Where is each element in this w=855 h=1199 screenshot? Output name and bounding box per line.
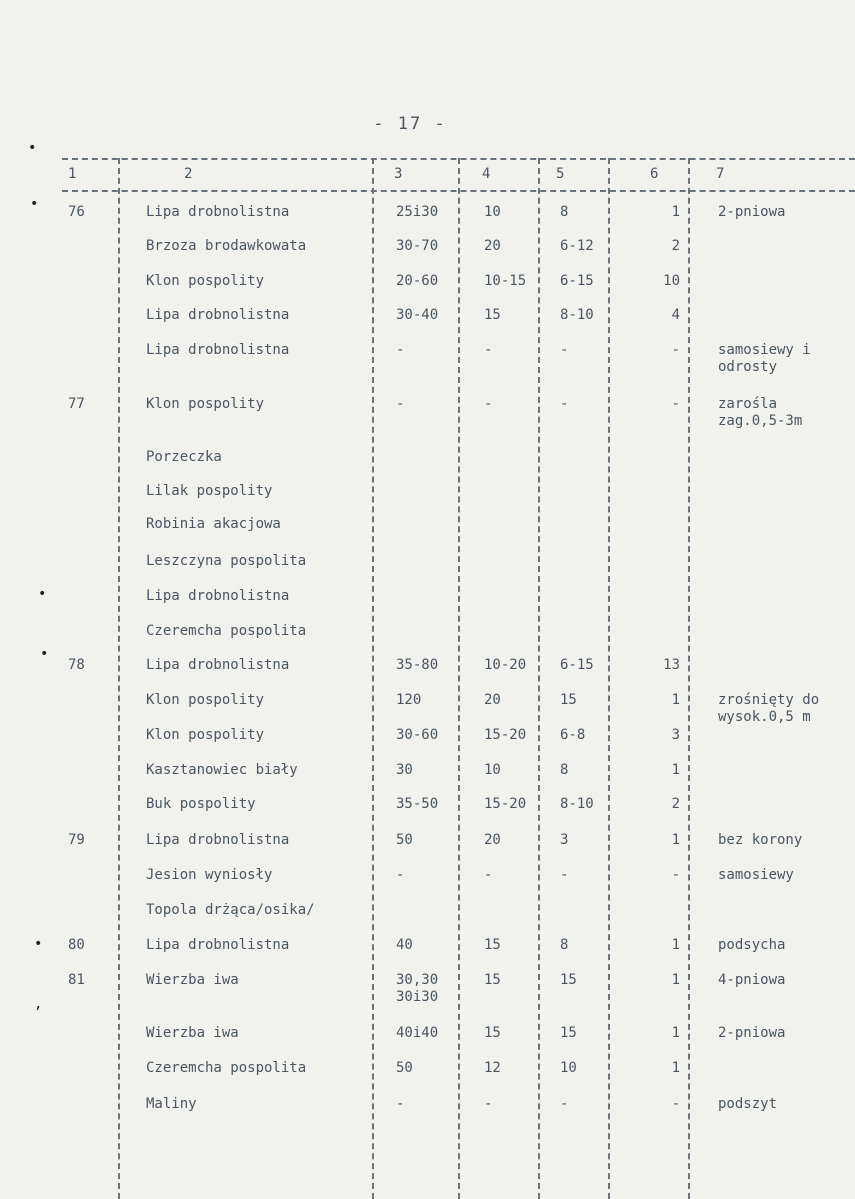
cell-c3: - [396, 1096, 405, 1112]
cell-c1: 81 [68, 972, 85, 988]
column-header-1: 1 [68, 166, 77, 182]
column-header-7: 7 [716, 166, 725, 182]
cell-c3: 30-70 [396, 238, 439, 254]
margin-mark: • [28, 140, 37, 156]
cell-c3: 35-50 [396, 796, 439, 812]
cell-c5: 6-15 [560, 273, 594, 289]
cell-c3: 30 [396, 762, 413, 778]
cell-c1: 79 [68, 832, 85, 848]
cell-c6: 2 [671, 796, 680, 812]
column-divider [458, 158, 460, 1199]
cell-c2: Robinia akacjowa [146, 516, 281, 532]
cell-c5: 8 [560, 937, 569, 953]
column-header-2: 2 [184, 166, 193, 182]
cell-c6: 1 [671, 972, 680, 988]
cell-c2: Lilak pospolity [146, 483, 273, 499]
cell-c4: 15 [484, 937, 501, 953]
cell-c3: 30,30 30i30 [396, 972, 439, 1005]
cell-c2: Czeremcha pospolita [146, 1060, 307, 1076]
cell-c5: 3 [560, 832, 569, 848]
cell-c6: 1 [671, 204, 680, 220]
cell-c1: 77 [68, 396, 85, 412]
cell-c7: samosiewy i odrosty [718, 342, 811, 375]
cell-c7: 2-pniowa [718, 1025, 786, 1041]
cell-c6: 2 [671, 238, 680, 254]
cell-c2: Porzeczka [146, 449, 222, 465]
margin-mark: • [40, 646, 49, 662]
cell-c6: 1 [671, 1060, 680, 1076]
cell-c6: - [671, 396, 680, 412]
cell-c5: 8-10 [560, 307, 594, 323]
cell-c3: 30-60 [396, 727, 439, 743]
cell-c5: - [560, 867, 569, 883]
cell-c4: 10 [484, 204, 501, 220]
cell-c5: 6-12 [560, 238, 594, 254]
cell-c4: - [484, 1096, 493, 1112]
cell-c6: 3 [671, 727, 680, 743]
cell-c2: Klon pospolity [146, 692, 265, 708]
cell-c2: Lipa drobnolistna [146, 307, 290, 323]
cell-c2: Klon pospolity [146, 273, 265, 289]
cell-c6: 1 [671, 832, 680, 848]
cell-c6: 1 [671, 762, 680, 778]
cell-c4: 20 [484, 832, 501, 848]
cell-c4: 10 [484, 762, 501, 778]
cell-c2: Lipa drobnolistna [146, 937, 290, 953]
page-number: - 17 - [373, 114, 447, 134]
cell-c4: 10-20 [484, 657, 527, 673]
cell-c5: 15 [560, 972, 577, 988]
cell-c2: Lipa drobnolistna [146, 204, 290, 220]
cell-c6: 4 [671, 307, 680, 323]
cell-c6: - [671, 1096, 680, 1112]
cell-c4: - [484, 396, 493, 412]
cell-c6: 13 [663, 657, 680, 673]
cell-c7: zrośnięty do wysok.0,5 m [718, 692, 820, 725]
cell-c5: 8 [560, 762, 569, 778]
cell-c7: bez korony [718, 832, 803, 848]
cell-c6: - [671, 342, 680, 358]
cell-c4: 15-20 [484, 796, 527, 812]
column-header-3: 3 [394, 166, 403, 182]
cell-c3: - [396, 342, 405, 358]
cell-c5: 8-10 [560, 796, 594, 812]
cell-c3: - [396, 396, 405, 412]
cell-c4: 15 [484, 972, 501, 988]
cell-c1: 78 [68, 657, 85, 673]
cell-c2: Brzoza brodawkowata [146, 238, 307, 254]
cell-c6: - [671, 867, 680, 883]
cell-c3: - [396, 867, 405, 883]
cell-c5: - [560, 396, 569, 412]
cell-c4: 15 [484, 1025, 501, 1041]
cell-c2: Lipa drobnolistna [146, 588, 290, 604]
margin-mark: • [30, 196, 39, 212]
cell-c2: Lipa drobnolistna [146, 342, 290, 358]
cell-c2: Wierzba iwa [146, 1025, 239, 1041]
cell-c1: 80 [68, 937, 85, 953]
cell-c3: 50 [396, 832, 413, 848]
margin-mark: • [38, 586, 47, 602]
margin-mark: , [34, 996, 43, 1012]
cell-c4: 12 [484, 1060, 501, 1076]
cell-c2: Czeremcha pospolita [146, 623, 307, 639]
cell-c4: 20 [484, 238, 501, 254]
column-header-6: 6 [650, 166, 659, 182]
cell-c2: Kasztanowiec biały [146, 762, 298, 778]
cell-c7: zarośla zag.0,5-3m [718, 396, 803, 429]
cell-c5: - [560, 342, 569, 358]
column-divider [372, 158, 374, 1199]
cell-c5: - [560, 1096, 569, 1112]
cell-c2: Wierzba iwa [146, 972, 239, 988]
cell-c2: Lipa drobnolistna [146, 832, 290, 848]
cell-c6: 1 [671, 692, 680, 708]
cell-c7: 4-pniowa [718, 972, 786, 988]
cell-c7: samosiewy [718, 867, 794, 883]
cell-c3: 120 [396, 692, 422, 708]
cell-c2: Lipa drobnolistna [146, 657, 290, 673]
cell-c7: podsycha [718, 937, 786, 953]
cell-c4: 20 [484, 692, 501, 708]
column-divider [538, 158, 540, 1199]
column-divider [688, 158, 690, 1199]
cell-c2: Klon pospolity [146, 396, 265, 412]
cell-c3: 30-40 [396, 307, 439, 323]
cell-c7: 2-pniowa [718, 204, 786, 220]
margin-mark: • [34, 936, 43, 952]
cell-c5: 15 [560, 1025, 577, 1041]
cell-c4: 15-20 [484, 727, 527, 743]
cell-c5: 6-8 [560, 727, 586, 743]
column-header-5: 5 [556, 166, 565, 182]
cell-c5: 10 [560, 1060, 577, 1076]
column-divider [118, 158, 120, 1199]
cell-c2: Jesion wyniosły [146, 867, 273, 883]
cell-c4: - [484, 342, 493, 358]
cell-c3: 25i30 [396, 204, 439, 220]
cell-c5: 6-15 [560, 657, 594, 673]
cell-c3: 40i40 [396, 1025, 439, 1041]
cell-c3: 35-80 [396, 657, 439, 673]
column-header-4: 4 [482, 166, 491, 182]
cell-c7: podszyt [718, 1096, 778, 1112]
cell-c1: 76 [68, 204, 85, 220]
cell-c5: 8 [560, 204, 569, 220]
cell-c4: - [484, 867, 493, 883]
cell-c2: Topola drżąca/osika/ [146, 902, 315, 918]
cell-c6: 1 [671, 1025, 680, 1041]
cell-c6: 10 [663, 273, 680, 289]
cell-c2: Klon pospolity [146, 727, 265, 743]
cell-c3: 50 [396, 1060, 413, 1076]
cell-c2: Leszczyna pospolita [146, 553, 307, 569]
cell-c3: 40 [396, 937, 413, 953]
cell-c6: 1 [671, 937, 680, 953]
column-divider [608, 158, 610, 1199]
cell-c3: 20-60 [396, 273, 439, 289]
cell-c4: 15 [484, 307, 501, 323]
cell-c4: 10-15 [484, 273, 527, 289]
cell-c2: Buk pospolity [146, 796, 256, 812]
cell-c2: Maliny [146, 1096, 197, 1112]
cell-c5: 15 [560, 692, 577, 708]
